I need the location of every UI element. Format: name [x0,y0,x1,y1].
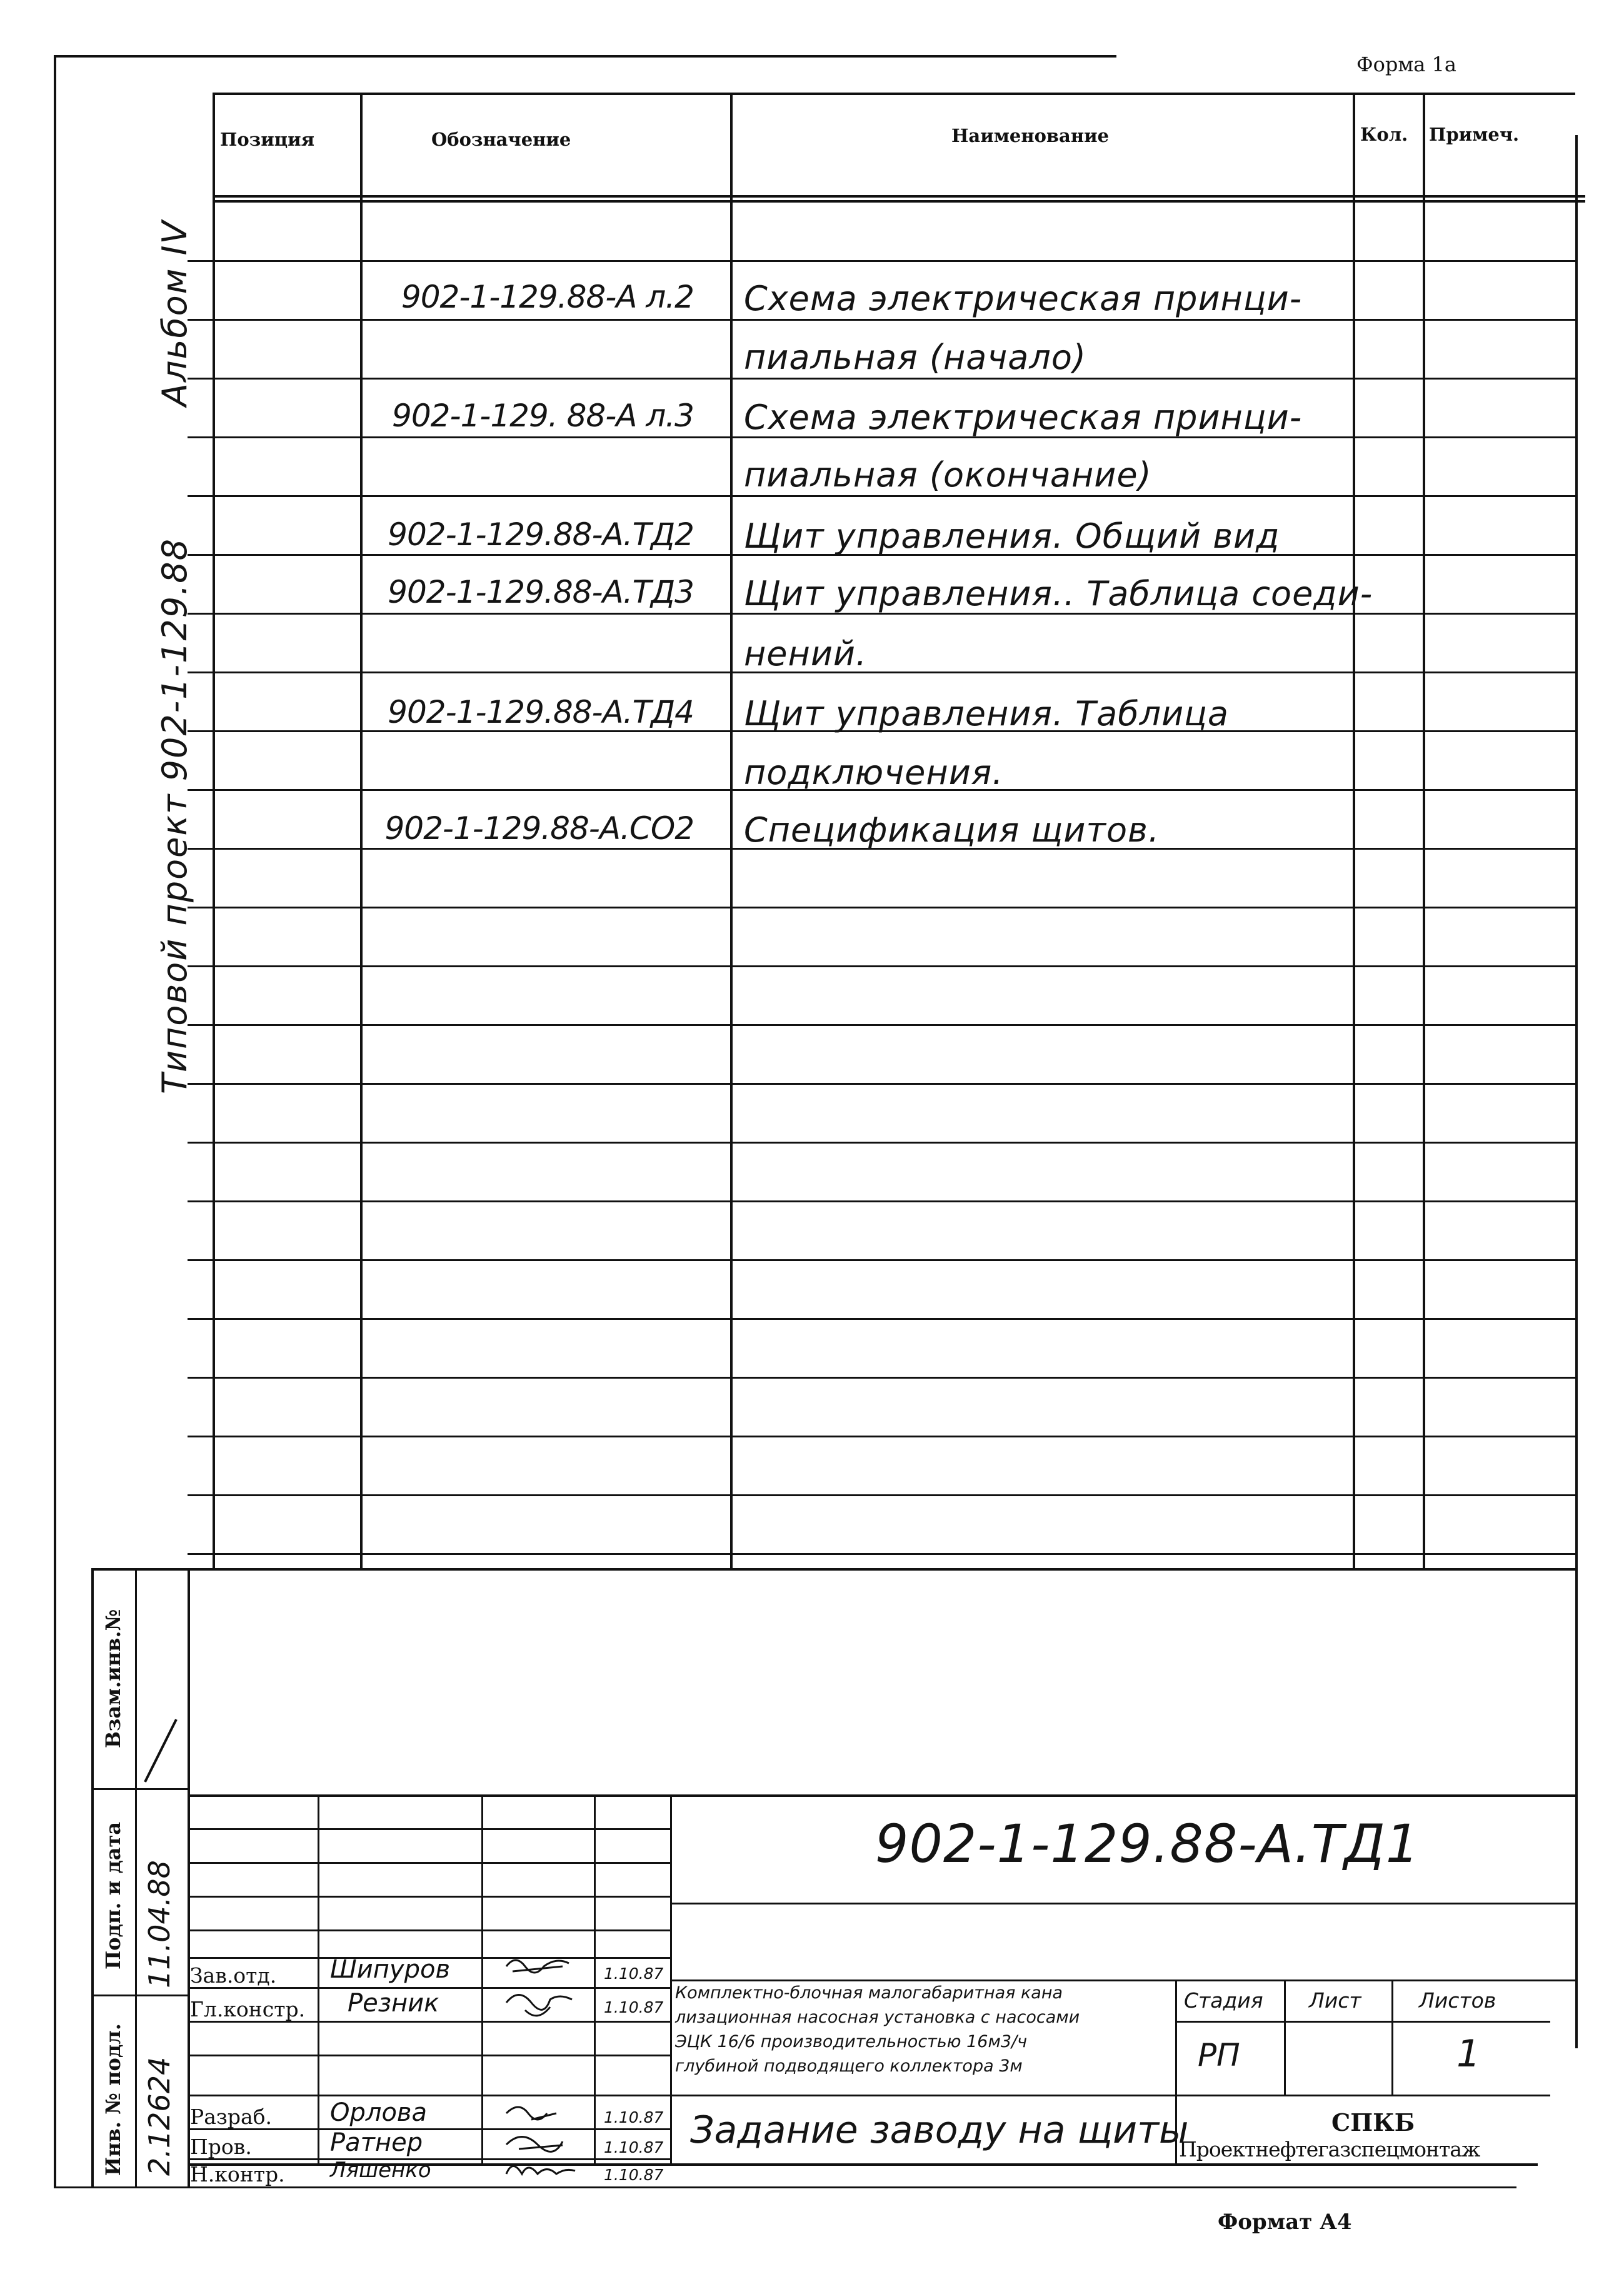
col-divider-position [360,93,363,1568]
sign-date: 1.10.87 [604,2166,664,2184]
row-name: Схема электрическая принци- [744,279,1303,318]
row-name: подключения. [744,753,1004,792]
signature-scribbles [500,1948,588,2185]
title-block-row-line [188,1862,670,1864]
tb-stage-sep [1175,2021,1550,2023]
title-block-row-line [188,1929,670,1931]
table-row-line [188,260,1575,262]
table-left-border [213,93,215,1568]
object-name-line: Комплектно-блочная малогабаритная кана [675,1983,1063,2003]
sign-date-value: 11.04.88 [143,1860,176,1988]
table-row-line [188,319,1575,321]
row-designation: 902-1-129. 88-А л.3 [392,398,694,434]
document-code: 902-1-129.88-А.ТД1 [875,1813,1420,1874]
row-designation: 902-1-129.88-А.СО2 [384,810,694,847]
role-label: Разраб. [190,2105,273,2129]
org-full-name: Проектнефтегазспецмонтаж [1179,2137,1480,2161]
table-row-line [188,1494,1575,1496]
stage-value: РП [1198,2037,1240,2073]
table-row-line [188,495,1575,497]
stage-label: Стадия [1184,1988,1263,2013]
tb-stage-right [1284,1980,1286,2095]
album-note: Альбом IV [155,219,194,406]
row-name: пиальная (начало) [744,338,1086,377]
outer-frame-left [54,55,56,2187]
person-name: Ратнер [330,2128,423,2157]
header-designation: Обозначение [431,129,571,150]
table-row-line [188,378,1575,380]
person-name: Резник [348,1989,439,2018]
stamp-strip-divider [135,1568,137,2186]
stamp-strip-sep-2 [91,1995,188,1996]
title-block-row-line [188,1896,670,1898]
title-block-row-line [188,2055,670,2056]
table-row-line [188,1259,1575,1261]
tb-col-name [481,1794,483,2163]
sign-date: 1.10.87 [604,2138,664,2156]
table-row-line [188,1436,1575,1437]
form-label: Форма 1а [1356,53,1456,76]
col-divider-qty [1423,93,1425,1568]
sign-date: 1.10.87 [604,2108,664,2126]
sheet-label: Лист [1309,1988,1361,2013]
tb-top [188,1794,1575,1797]
row-name: Щит управления.. Таблица соеди- [744,574,1373,613]
role-label: Зав.отд. [190,1963,277,1988]
stamp-strip-top [91,1568,188,1571]
project-note: Типовой проект 902-1-129.88 [155,538,194,1094]
person-name: Шипуров [330,1955,451,1984]
header-note: Примеч. [1429,124,1520,145]
row-designation: 902-1-129.88-А.ТД2 [388,516,694,553]
person-name: Ляшенко [330,2158,431,2183]
table-row-line [188,672,1575,673]
tb-col-role [318,1794,319,2163]
stamp-strip-left [91,1568,94,2186]
tb-object-bottom [670,2095,1550,2096]
replace-inv-label: Взам.инв.№ [101,1609,125,1748]
tb-sheet-right [1391,1980,1393,2095]
sheets-value: 1 [1456,2032,1481,2076]
table-row-line [188,1318,1575,1320]
table-row-line [188,965,1575,967]
header-qty: Кол. [1360,124,1408,145]
org-name: СПКБ [1331,2108,1415,2136]
table-row-line [188,907,1575,908]
table-row-line [188,1377,1575,1379]
role-label: Гл.констр. [190,1997,306,2021]
sheets-label: Листов [1419,1988,1496,2013]
title-block-row-line [188,1828,670,1830]
format-label: Формат А4 [1218,2210,1352,2235]
table-right-border [1575,135,1578,2048]
object-name-line: глубиной подводящего коллектора 3м [675,2056,1023,2076]
title-block-row-line [188,2095,670,2096]
header-bottom-rule-a [213,195,1585,198]
outer-frame-top [54,55,1116,58]
row-name: Щит управления. Таблица [744,694,1230,733]
table-row-line [188,1553,1575,1555]
table-row-line [188,1024,1575,1026]
row-name: Спецификация щитов. [744,810,1160,850]
object-name-line: ЭЦК 16/6 производительностью 16м3/ч [675,2032,1028,2051]
tb-col-sign [594,1794,596,2163]
row-name: пиальная (окончание) [744,455,1152,495]
lower-area-top [188,1568,1575,1571]
object-name-line: лизационная насосная установка с насосами [675,2008,1080,2027]
inv-no-label: Инв. № подл. [101,2023,125,2176]
header-bottom-rule-b [213,200,1585,203]
row-designation: 902-1-129.88-А.ТД4 [388,694,694,730]
tb-col-date [670,1794,672,2163]
inv-no-value: 2.12624 [143,2056,176,2176]
outer-frame-bottom [54,2186,1516,2188]
row-designation: 902-1-129.88-А л.2 [401,279,694,315]
stamp-strip-sep-1 [91,1788,188,1790]
header-position: Позиция [220,129,315,150]
table-top-border [213,93,1575,95]
header-name: Наименование [951,125,1110,146]
row-designation: 902-1-129.88-А.ТД3 [388,574,694,610]
sign-date-label: Подп. и дата [101,1821,125,1970]
role-label: Н.контр. [190,2162,285,2186]
lower-area-left [188,1568,190,2186]
row-name: нений. [744,634,868,673]
sheet-title: Задание заводу на щиты [690,2108,1189,2152]
sign-date: 1.10.87 [604,1965,664,1983]
table-row-line [188,1200,1575,1202]
tb-code-bottom [670,1903,1575,1904]
table-row-line [188,1142,1575,1144]
row-name: Схема электрическая принци- [744,398,1303,437]
col-divider-designation [730,93,733,1568]
row-name: Щит управления. Общий вид [744,516,1280,556]
col-divider-name [1353,93,1355,1568]
tb-object-top [670,1980,1575,1981]
replace-inv-slash [139,1713,189,1788]
table-row-line [188,1083,1575,1085]
sign-date: 1.10.87 [604,1998,664,2016]
person-name: Орлова [330,2098,427,2127]
role-label: Пров. [190,2135,252,2159]
